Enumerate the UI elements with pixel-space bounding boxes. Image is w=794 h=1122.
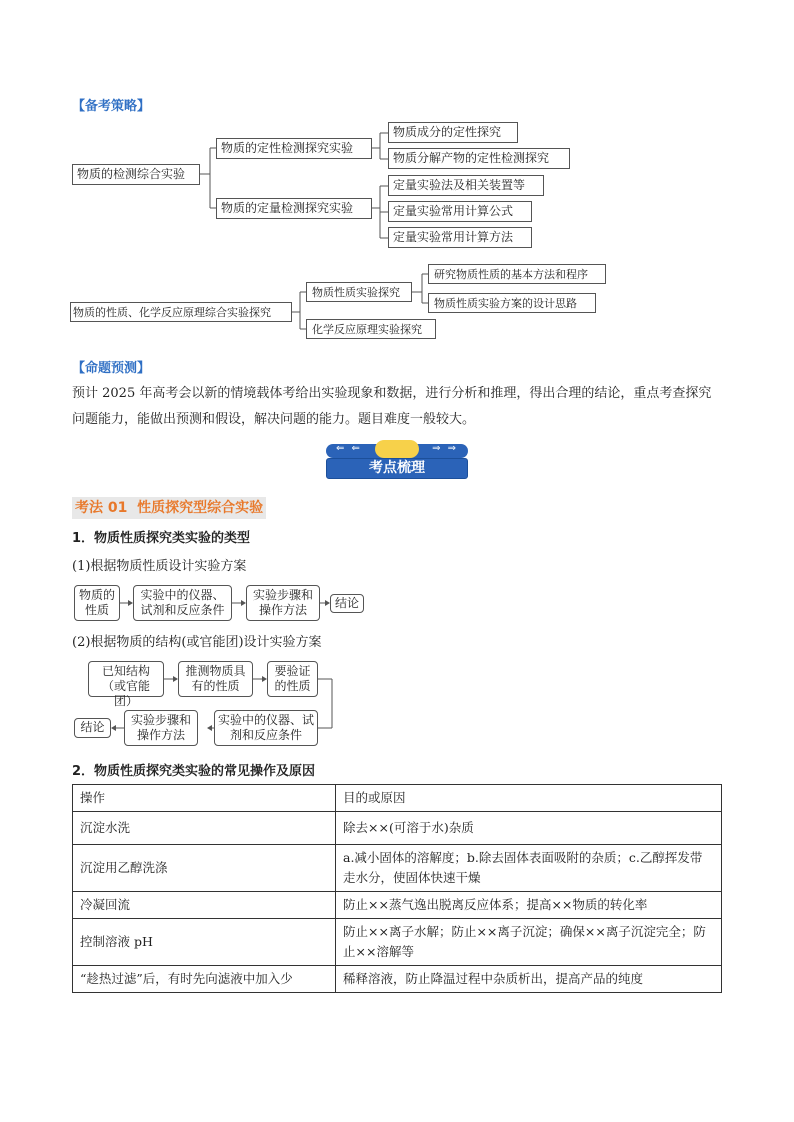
strategy-heading: 【备考策略】 [72,99,151,114]
flow2-step: 实验步骤和操作方法 [124,710,198,746]
table-cell: 防止××离子水解；防止××离子沉淀；确保××离子沉淀完全；防止××溶解等 [336,919,722,966]
table-row [73,892,722,919]
table-cell: 稀释溶液，防止降温过程中杂质析出，提高产品的纯度 [336,966,722,993]
flow1-step: 实验中的仪器、试剂和反应条件 [133,585,232,621]
table-header-row [73,785,722,812]
table-cell: 防止××蒸气逸出脱离反应体系；提高××物质的转化率 [336,892,722,919]
section2-title: 2．物质性质探究类实验的常见操作及原因 [72,764,316,779]
table-row [73,919,722,966]
flow2-step: 要验证的性质 [267,661,318,697]
method-title: 考法 01 性质探究型综合实验 [72,497,266,519]
section1-title: 1．物质性质探究类实验的类型 [72,531,251,546]
banner-left-arrows-icon: ⇐ ⇐ [336,443,362,454]
flow2-step: 实验中的仪器、试剂和反应条件 [214,710,318,746]
tree1-branch1: 物质的定性检测探究实验 [216,138,372,159]
tree1-leaf: 定量实验常用计算公式 [388,201,532,222]
tree1-leaf: 定量实验法及相关装置等 [388,175,544,196]
table-cell: 沉淀用乙醇洗涤 [73,845,336,892]
banner-yellow-pill [375,440,419,458]
table-row [73,845,722,892]
table-cell: 沉淀水洗 [73,812,336,845]
table-cell: “趁热过滤”后，有时先向滤液中加入少 [73,966,336,993]
operations-table [72,784,722,993]
table-header-cell: 操作 [73,785,336,812]
flow2-step: 结论 [74,718,111,738]
table-cell: a.减小固体的溶解度；b.除去固体表面吸附的杂质；c.乙醇挥发带走水分，使固体快速干燥 [336,845,722,892]
table-row [73,966,722,993]
table-header-cell: 目的或原因 [336,785,722,812]
flow2-step: 推测物质具有的性质 [178,661,253,697]
tree2-leaf: 物质性质实验方案的设计思路 [428,293,596,313]
subsection1-title: (1)根据物质性质设计实验方案 [72,559,247,574]
flow1-step: 结论 [330,594,364,613]
tree1-leaf: 定量实验常用计算方法 [388,227,532,248]
banner-title: 考点梳理 [326,458,468,479]
table-cell: 除去××(可溶于水)杂质 [336,812,722,845]
prediction-text: 预计 2025 年高考会以新的情境载体考给出实验现象和数据，进行分析和推理，得出合理的结论，重点考查探究问题能力，能做出预测和假设，解决问题的能力。题目难度一般较大。 [72,386,712,427]
tree1-branch2: 物质的定量检测探究实验 [216,198,372,219]
tree2-leaf: 研究物质性质的基本方法和程序 [428,264,606,284]
subsection2-title: (2)根据物质的结构(或官能团)设计实验方案 [72,635,322,650]
flow1-step: 物质的性质 [74,585,120,621]
flow2-step: 已知结构（或官能团） [88,661,164,697]
table-row [73,812,722,845]
tree1-leaf: 物质分解产物的定性检测探究 [388,148,570,169]
tree1-root: 物质的检测综合实验 [72,164,200,185]
section-banner [326,440,468,480]
table-cell: 控制溶液 pH [73,919,336,966]
flow1-step: 实验步骤和操作方法 [246,585,320,621]
tree1-leaf: 物质成分的定性探究 [388,122,518,143]
table-cell: 冷凝回流 [73,892,336,919]
prediction-heading: 【命题预测】 [72,361,151,376]
tree2-branch1: 物质性质实验探究 [306,282,412,302]
tree2-branch2: 化学反应原理实验探究 [306,319,436,339]
tree2-root: 物质的性质、化学反应原理综合实验探究 [70,302,292,322]
banner-right-arrows-icon: ⇒ ⇒ [432,443,458,454]
